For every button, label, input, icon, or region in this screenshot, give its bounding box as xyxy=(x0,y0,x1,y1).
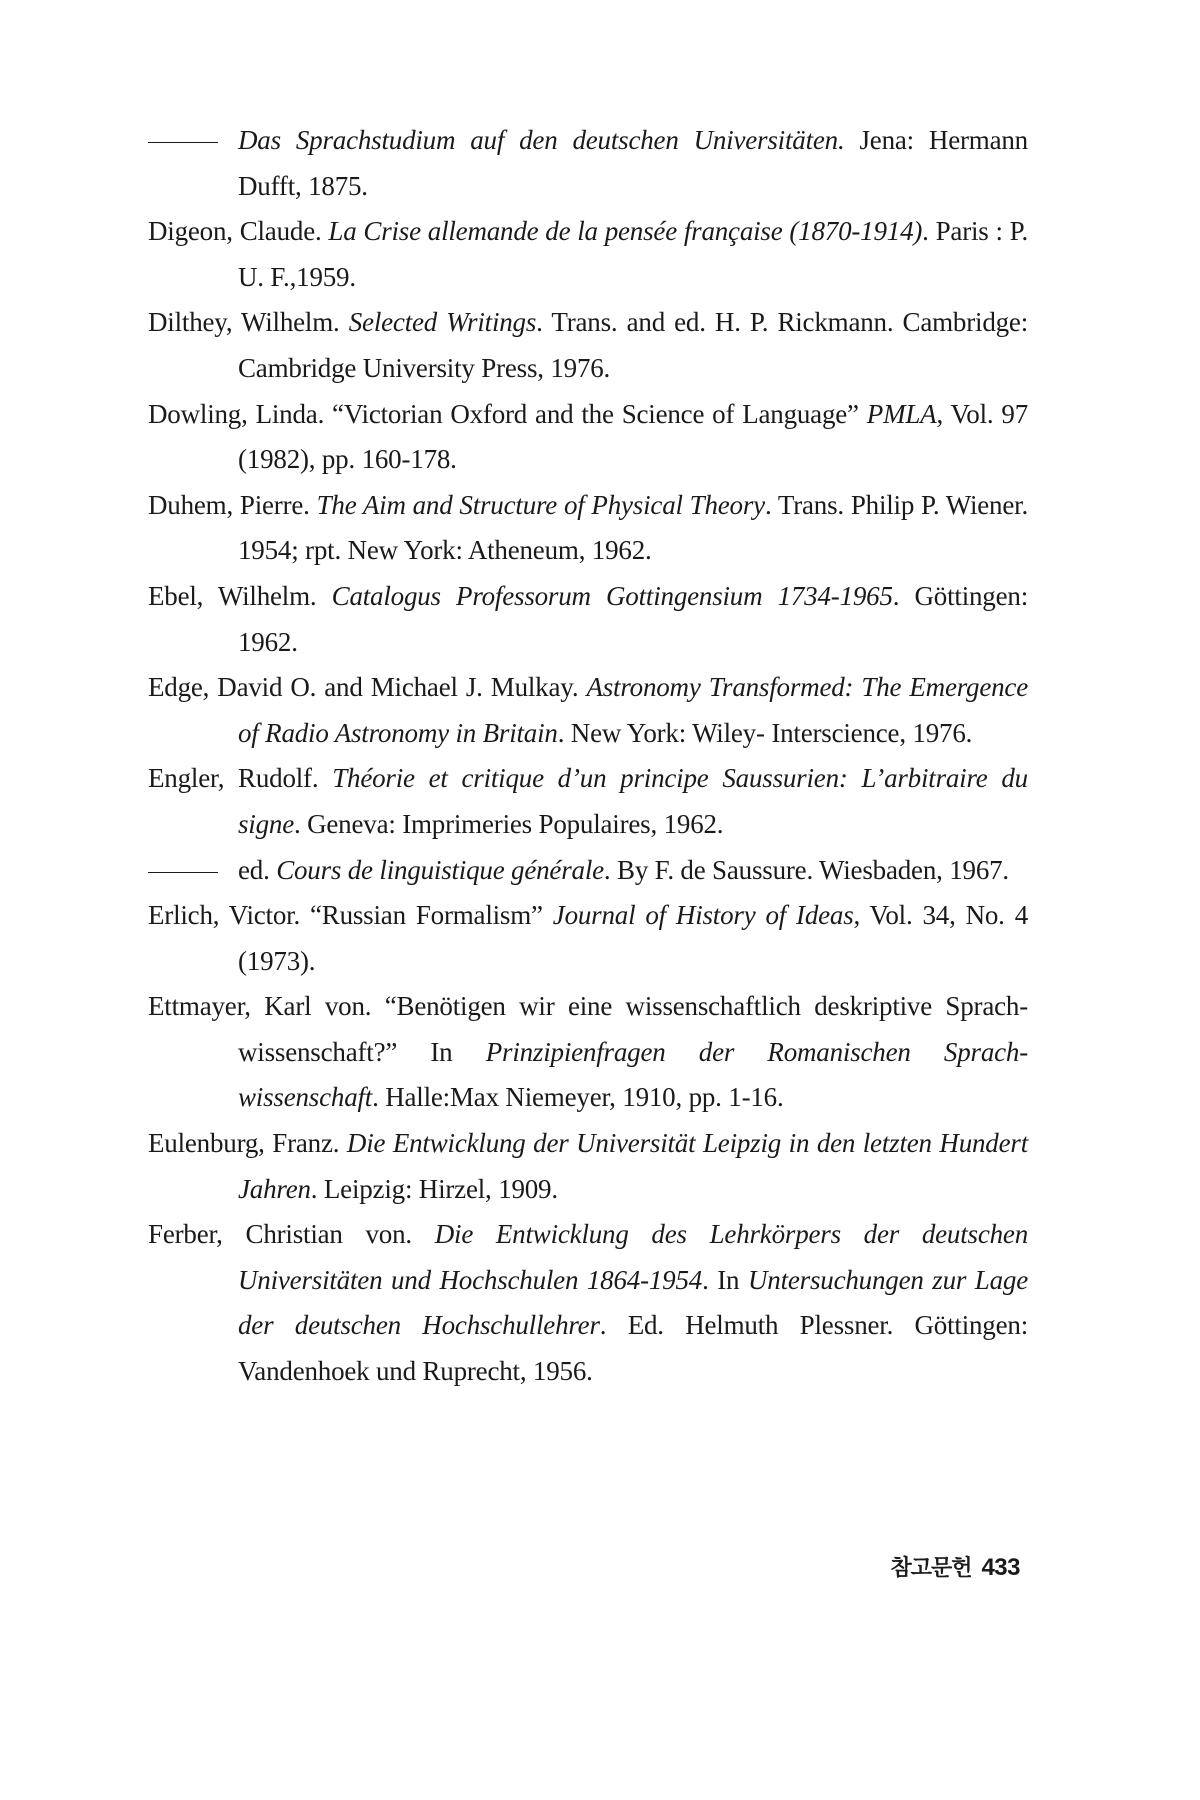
entry-text: Eulenburg, Franz. xyxy=(148,1128,347,1159)
bibliography-entry xyxy=(148,1212,1028,1394)
ditto-dash xyxy=(148,872,218,873)
entry-text: . Halle:Max Niemeyer, 1910, pp. 1-16. xyxy=(372,1082,784,1113)
entry-title-text: Théorie et critique d’un principe Saussurien: L’arbitraire du signe xyxy=(238,763,1028,839)
entry-text: Engler, Rudolf. xyxy=(148,763,333,794)
running-footer-section-title: 참고문헌 xyxy=(890,1555,972,1580)
entry-text: . Trans. and ed. H. P. Rickmann. Cambridge: Cambridge University Press, 1976. xyxy=(238,307,1029,383)
bibliography-entry xyxy=(148,665,1028,756)
entry-text: Digeon, Claude. xyxy=(148,216,329,247)
entry-text: Jena: Hermann Dufft, 1875. xyxy=(238,125,1028,201)
entry-text: . Paris : P. U. F.,1959. xyxy=(238,216,1028,292)
bibliography-entry xyxy=(148,300,1028,391)
entry-text: . New York: Wiley- Interscience, 1976. xyxy=(557,717,973,748)
entry-text: , Vol. 97 (1982), pp. 160-178. xyxy=(238,398,1028,475)
entry-text: Ferber, Christian von. xyxy=(148,1219,435,1250)
entry-text: . Leipzig: Hirzel, 1909. xyxy=(310,1173,558,1204)
bibliography-entry xyxy=(148,392,1028,483)
entry-title-text: The Aim and Structure of Physical Theory xyxy=(316,489,765,520)
bibliography-entry xyxy=(148,848,1028,894)
entry-title-text: Catalogus Professorum Gottingensium 1734-1965 xyxy=(331,580,893,611)
bibliography-entry xyxy=(148,209,1028,300)
entry-text: . In xyxy=(702,1264,748,1295)
entry-text: Dowling, Linda. “Victorian Oxford and the Science of Language” xyxy=(148,398,867,429)
bibliography-entry xyxy=(148,574,1028,665)
entry-text: . Geneva: Imprimeries Populaires, 1962. xyxy=(294,808,724,839)
entry-title-text: PMLA xyxy=(866,398,937,429)
entry-title-text: Prinzipienfragen der Romanischen Sprach-wissenschaft xyxy=(238,1036,1029,1113)
entry-text: Ebel, Wilhelm. xyxy=(148,580,332,611)
entry-title-text: Die Entwicklung des Lehrkörpers der deutschen Universitäten und Hochschulen 1864-1954 xyxy=(238,1219,1028,1295)
entry-text: . By F. de Saussure. Wiesbaden, 1967. xyxy=(603,854,1009,885)
page-number: 433 xyxy=(981,1554,1020,1581)
bibliography-page xyxy=(148,118,1028,1395)
page-footer xyxy=(860,1551,1020,1582)
entry-title-text: La Crise allemande de la pensée française (1870-1914) xyxy=(328,216,923,247)
entry-text: . Ed. Helmuth Plessner. Göttingen: Vandenhoek und Ruprecht, 1956. xyxy=(238,1310,1028,1387)
bibliography-entry xyxy=(148,118,1028,209)
entry-title-text: Untersuchungen zur Lage der deutschen Hochschullehrer xyxy=(238,1264,1029,1341)
bibliography-entry xyxy=(148,893,1028,984)
bibliography-entry xyxy=(148,483,1028,574)
entry-text: Edge, David O. and Michael J. Mulkay. xyxy=(148,672,587,703)
bibliography-list xyxy=(148,118,1028,1395)
entry-text: Erlich, Victor. “Russian Formalism” xyxy=(148,900,553,931)
ditto-dash xyxy=(148,142,218,143)
entry-title-text: Das Sprachstudium auf den deutschen Universitäten. xyxy=(238,125,845,155)
bibliography-entry xyxy=(148,984,1028,1121)
entry-title-text: Die Entwicklung der Universität Leipzig in den letzten Hundert Jahren xyxy=(238,1128,1028,1204)
entry-title-text: Journal of History of Ideas xyxy=(552,900,854,931)
entry-title-text: Selected Writings xyxy=(348,307,537,338)
entry-text: . Trans. Philip P. Wiener. 1954; rpt. New York: Atheneum, 1962. xyxy=(238,489,1028,566)
entry-text: , Vol. 34, No. 4 (1973). xyxy=(238,900,1028,976)
bibliography-entry xyxy=(148,1121,1028,1212)
bibliography-entry xyxy=(148,756,1028,847)
entry-title-text: Cours de linguistique générale xyxy=(276,854,604,885)
entry-text: Ettmayer, Karl von. “Benötigen wir eine wissenschaftlich deskriptive Sprach-wissenschaft?” In xyxy=(148,991,1028,1067)
entry-text: Duhem, Pierre. xyxy=(148,489,317,520)
entry-text: Dilthey, Wilhelm. xyxy=(148,307,349,338)
entry-title-text: Astronomy Transformed: The Emergence of Radio Astronomy in Britain xyxy=(238,672,1028,748)
entry-text: ed. xyxy=(238,854,277,885)
entry-text: . Göttingen: 1962. xyxy=(238,580,1028,657)
